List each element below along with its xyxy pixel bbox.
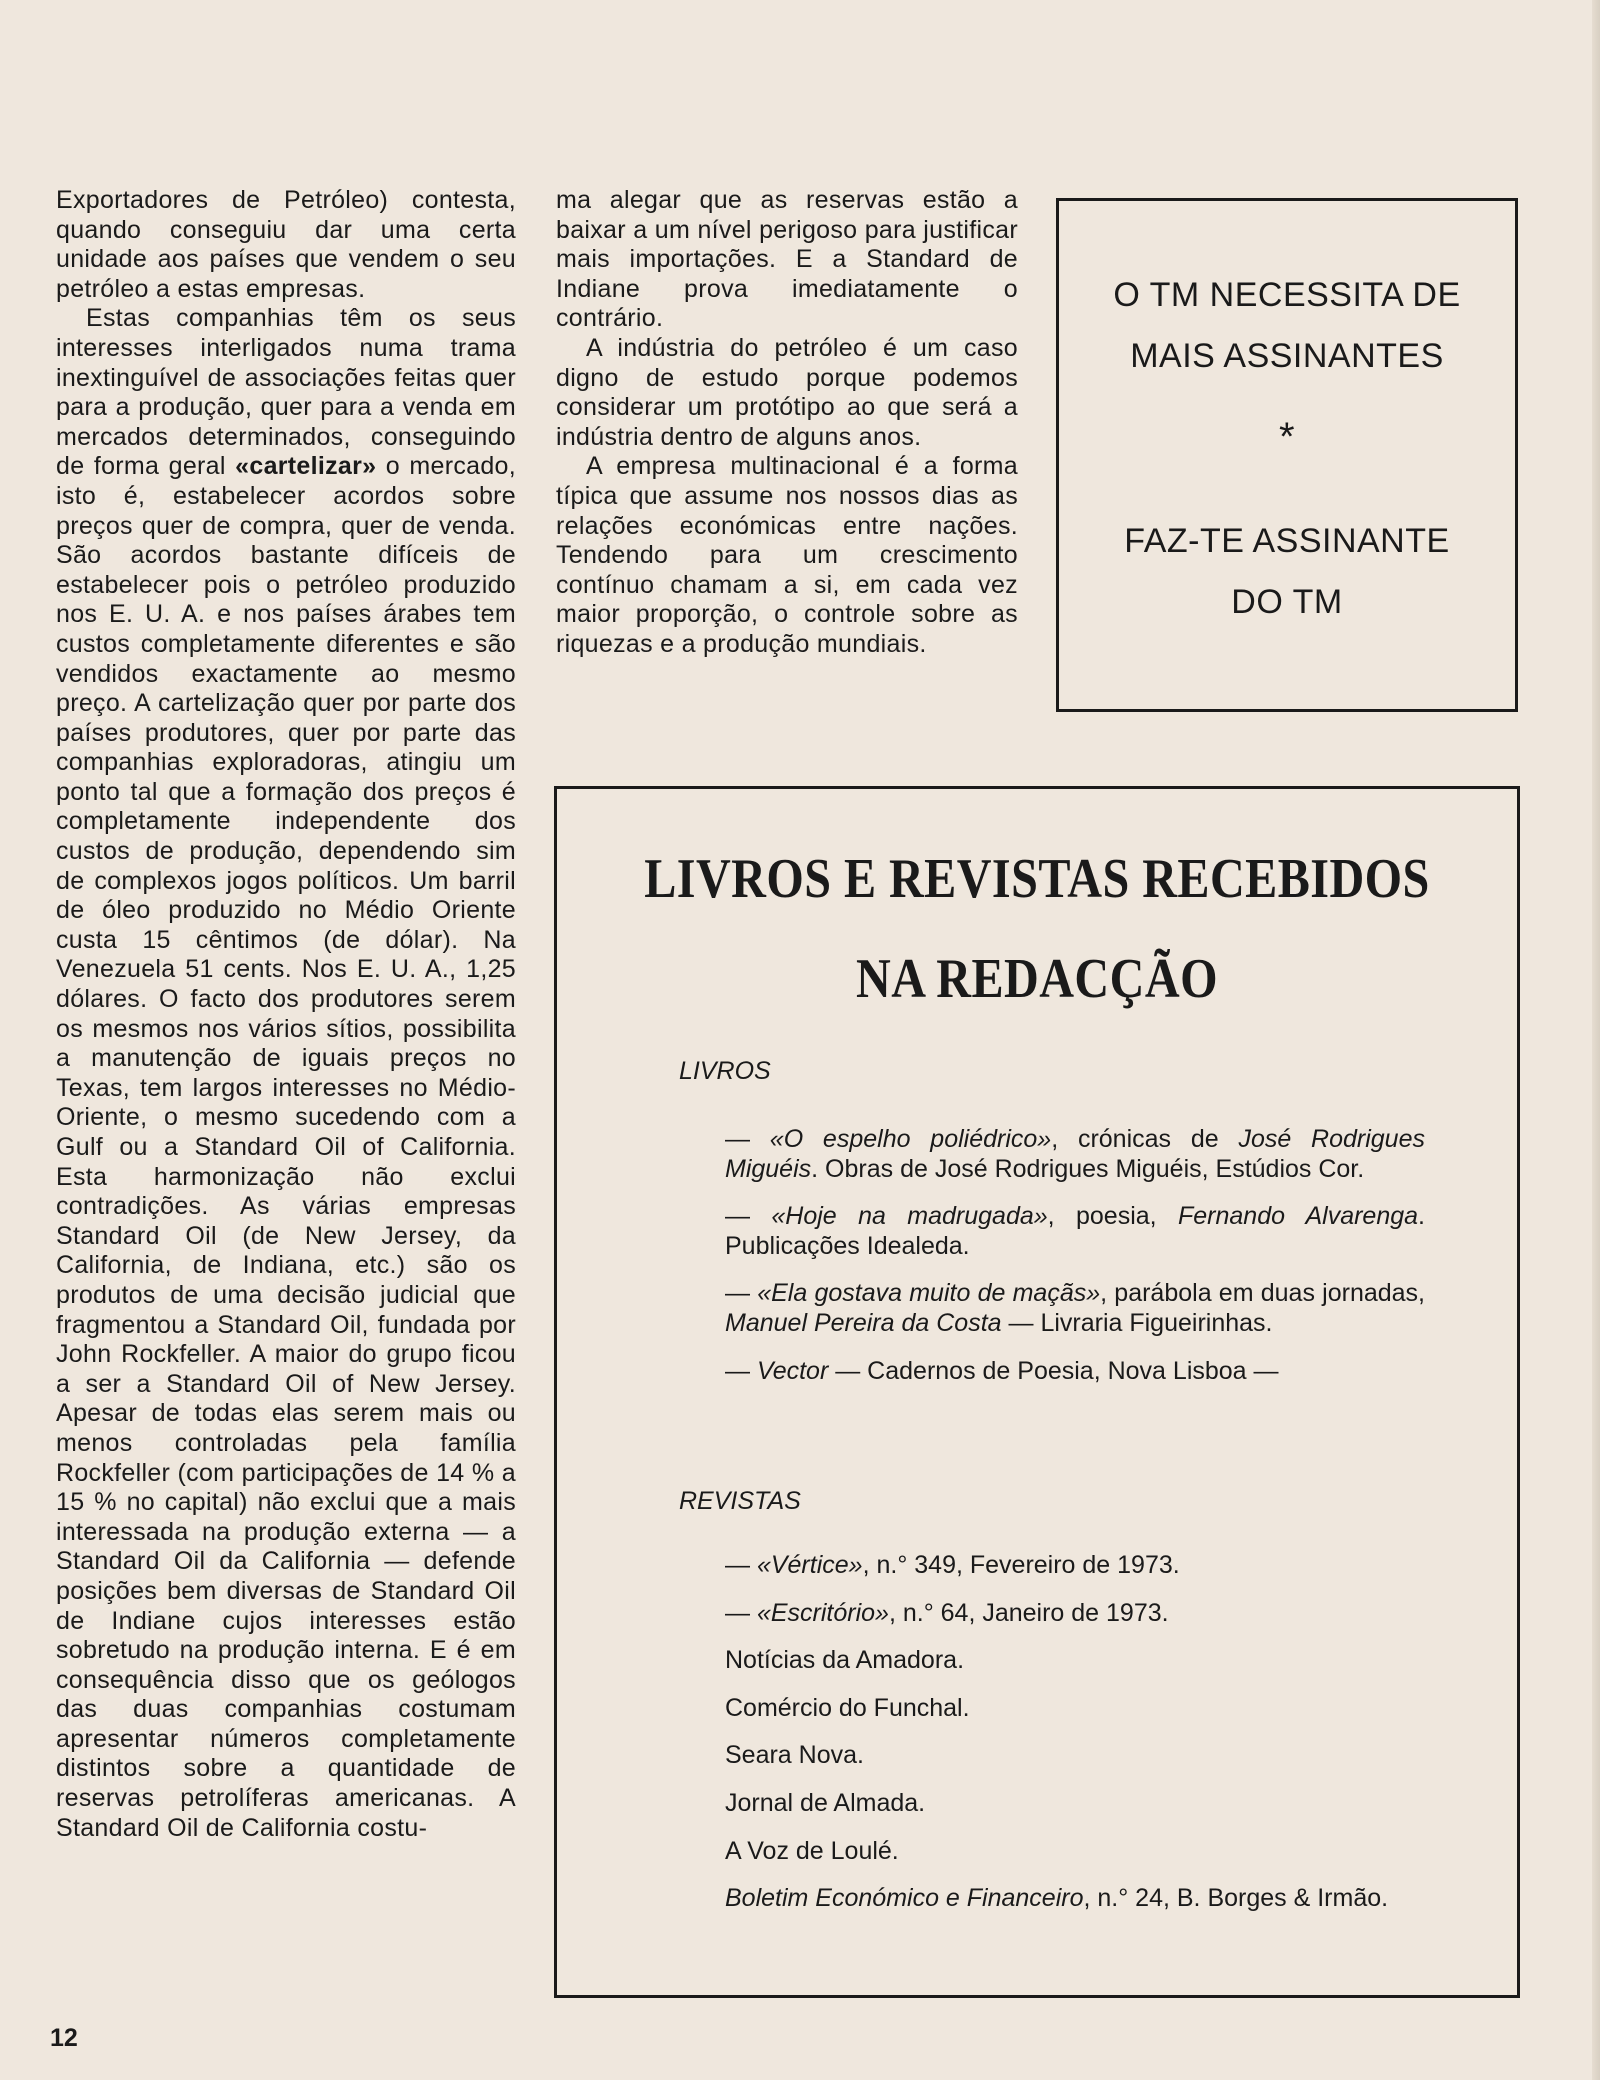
page-number: 12 — [50, 2024, 78, 2052]
magazine-entry — [725, 1884, 1425, 1914]
page-edge — [1592, 0, 1600, 2080]
entry-dash: — — [725, 1202, 772, 1231]
title-line: NA REDACÇÃO — [856, 948, 1218, 1010]
entry-text: Notícias da Amadora. — [725, 1646, 965, 1675]
books-box-title — [624, 829, 1450, 1029]
section-label-livros: LIVROS — [679, 1057, 771, 1085]
entry-text: , poesia, — [1047, 1202, 1178, 1231]
magazine-entry — [725, 1789, 1425, 1819]
entry-text: A Voz de Loulé. — [725, 1836, 899, 1865]
entry-author: Manuel Pereira da Costa — [725, 1308, 1002, 1337]
entry-text: Seara Nova. — [725, 1741, 864, 1770]
subscribe-line: O TM NECESSITA DE — [1113, 276, 1461, 314]
magazine-entry — [725, 1694, 1425, 1724]
article-paragraph: Exportadores de Petróleo) contesta, quando conseguiu dar uma certa unidade aos países que vendem o seu petróleo a estas empresas. — [56, 186, 516, 303]
magazine-entry — [725, 1837, 1425, 1867]
article-paragraph — [56, 304, 516, 1843]
entry-text: , n.° 64, Janeiro de 1973. — [888, 1598, 1169, 1627]
entry-text: , parábola em duas jornadas, — [1100, 1279, 1426, 1308]
book-entry — [725, 1279, 1425, 1338]
entry-title: «Escritório» — [756, 1598, 889, 1627]
entry-text: Comércio do Funchal. — [725, 1693, 970, 1722]
article-paragraph: A indústria do petróleo é um caso digno de estudo porque podemos considerar um protótipo ao que será a indústria dentro de alguns anos. — [556, 333, 1018, 451]
entry-dash: — — [725, 1279, 758, 1308]
book-entry — [725, 1357, 1425, 1387]
entry-title: Vector — [756, 1356, 829, 1385]
entry-dash: — — [725, 1551, 757, 1579]
entry-title: «Hoje na madrugada» — [771, 1202, 1048, 1231]
section-label-revistas: REVISTAS — [679, 1487, 801, 1515]
entry-text: — Cadernos de Poesia, Nova Lisboa — — [828, 1356, 1279, 1385]
title-line: LIVROS E REVISTAS RECEBIDOS — [644, 848, 1430, 910]
entry-author: José Rodrigues Miguéis — [725, 1125, 1425, 1183]
entry-text: , n.° 349, Fevereiro de 1973. — [862, 1551, 1180, 1579]
subscribe-notice-box — [1056, 198, 1518, 712]
emphasized-term: «cartelizar» — [235, 452, 377, 481]
magazine-entry — [725, 1741, 1425, 1771]
article-paragraph: A empresa multinacional é a forma típica que assume nos nossos dias as relações económicas entre nações. Tendendo para um crescimento contínuo chamam a si, em cada vez maior proporção, o controle sobre as riquezas e a produção mundiais. — [556, 452, 1018, 658]
magazine-entry — [725, 1599, 1425, 1629]
books-received-box — [554, 786, 1520, 1998]
entry-title: «Vértice» — [756, 1551, 863, 1579]
book-entry — [725, 1125, 1425, 1184]
entry-author: Fernando Alvarenga — [1178, 1202, 1419, 1231]
book-entry — [725, 1202, 1425, 1261]
entry-text: . Publicações Idealeda. — [725, 1202, 1425, 1260]
book-list — [725, 1125, 1425, 1404]
magazine-entry — [725, 1646, 1425, 1676]
entry-text: — Livraria Figueirinhas. — [1001, 1308, 1273, 1337]
article-paragraph: ma alegar que as reservas estão a baixar a um nível perigoso para justificar mais importações. E a Standard de Indiane prova imediatamente o contrário. — [556, 186, 1018, 333]
magazine-list — [725, 1551, 1425, 1932]
magazine-entry — [725, 1551, 1425, 1581]
entry-text: , crónicas de — [1051, 1125, 1239, 1153]
entry-dash: — — [725, 1125, 770, 1153]
article-text: o mercado, isto é, estabelecer acordos sobre preços quer de compra, quer de venda. São acordos bastante difíceis de estabelecer pois o petróleo produzido nos E. U. A. e nos países árabes tem custos completamente diferentes e são vendidos exactamente ao mesmo preço. A cartelização quer por parte dos países produtores, quer por parte das companhias exploradoras, atingiu um ponto tal que a formação dos preços é completamente independente dos custos de produção, dependendo sim de complexos jogos políticos. Um barril de óleo produzido no Médio Oriente custa 15 cêntimos (de dólar). Na Venezuela 51 cents. Nos E. U. A., 1,25 dólares. O facto dos produtores serem os mesmos nos vários sítios, possibilita a manutenção de iguais preços no Texas, tem largos interesses no Médio-Oriente, o mesmo sucedendo com a Gulf ou a Standard Oil of California. Esta harmonização não exclui contradições. As várias empresas Standard Oil (de New Jersey, da California, de Indiana, etc.) são os produtos de uma decisão judicial que fragmentou a Standard Oil, fundada por John Rockfeller. A maior do grupo ficou a ser a Standard Oil of New Jersey. Apesar de todas elas serem mais ou menos controladas pela família Rockfeller (com participações de 14 % a 15 % no capital) não exclui que a mais interessada na produção externa — a Standard Oil da California — defende posições bem diversas de Standard Oil de Indiane cujos interesses estão sobretudo na produção interna. E é em consequência disso que os geólogos das duas companhias costumam apresentar números completamente distintos sobre a quantidade de reservas petrolíferas americanas. A Standard Oil de California costu- — [56, 452, 517, 1842]
entry-title: «O espelho poliédrico» — [769, 1125, 1052, 1153]
entry-text: , n.° 24, B. Borges & Irmão. — [1083, 1884, 1389, 1913]
asterisk-icon: * — [1278, 415, 1296, 459]
entry-text: . Obras de José Rodrigues Miguéis, Estúdios Cor. — [811, 1154, 1365, 1183]
entry-text: Jornal de Almada. — [725, 1788, 926, 1817]
subscribe-line: FAZ-TE ASSINANTE — [1124, 522, 1450, 560]
article-text: Estas companhias têm os seus interesses interligados numa trama inextinguível de associações feitas quer para a produção, quer para a venda em mercados determinados, conseguindo de forma geral — [56, 304, 516, 481]
subscribe-line: DO TM — [1231, 583, 1343, 621]
article-column-2 — [556, 186, 1018, 660]
entry-dash: — — [725, 1356, 757, 1385]
article-column-1 — [56, 186, 516, 1843]
entry-title: «Ela gostava muito de maçãs» — [757, 1279, 1101, 1308]
subscribe-line: MAIS ASSINANTES — [1130, 337, 1444, 375]
entry-title: Boletim Económico e Financeiro — [725, 1884, 1084, 1913]
entry-dash: — — [725, 1598, 757, 1627]
